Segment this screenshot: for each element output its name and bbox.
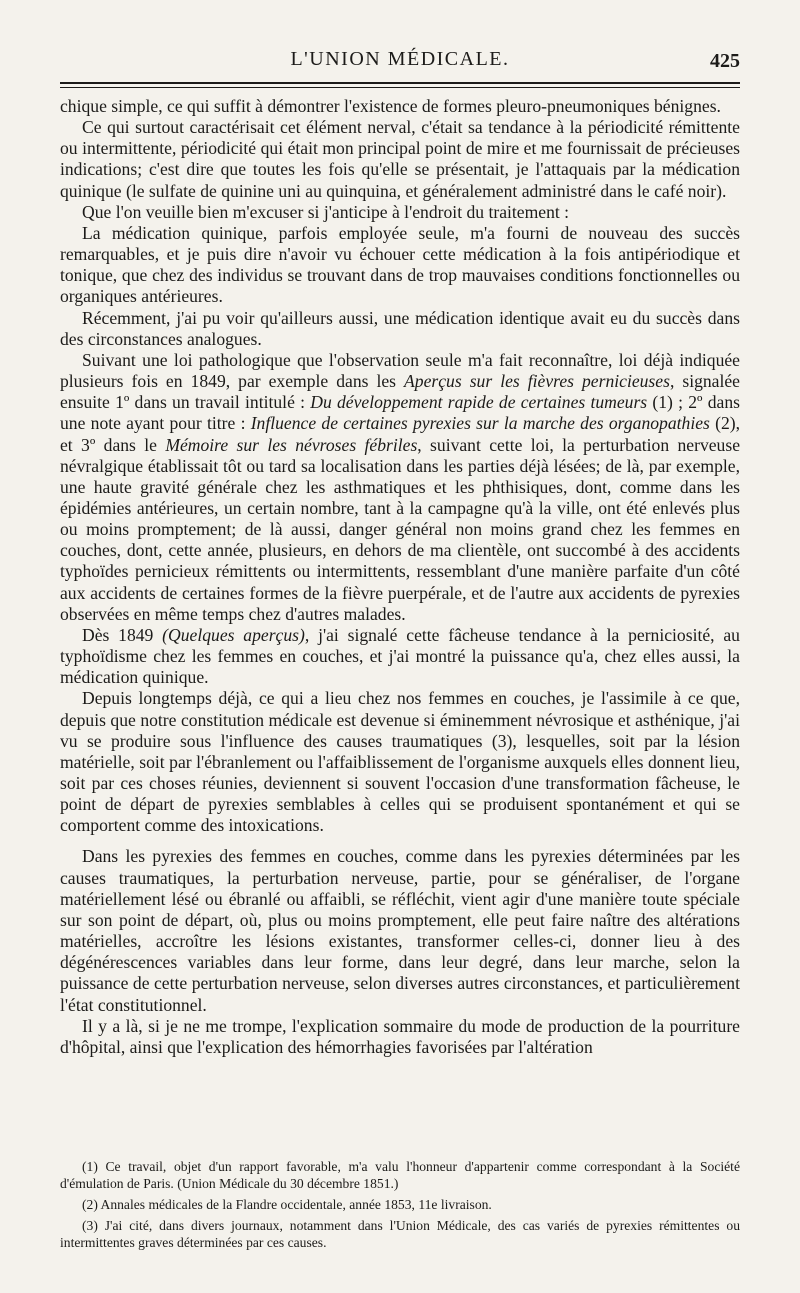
italic-title: Influence de certaines pyrexies sur la marche des organopathies bbox=[250, 413, 710, 434]
body-text bbox=[60, 96, 740, 1058]
paragraph: La médication quinique, parfois employée seule, m'a fourni de nouveau des succès remarquables, et je puis dire n'avoir vu échouer cette médication à la fois antipériodique et tonique, que chez des individus se trouvant dans de trop mauvaises conditions fonctionnelles ou organiques antérieures. bbox=[60, 222, 740, 307]
journal-title: L'UNION MÉDICALE. bbox=[290, 48, 510, 70]
text-run: , j'ai signalé cette fâcheuse tendance à la perniciosité, au typhoïdisme chez les femmes en couches, et j'ai montré la puissance qu'a, chez elles aussi, la médication quinique. bbox=[60, 624, 740, 688]
italic-title: Du développement rapide de certaines tumeurs bbox=[310, 392, 648, 413]
header-rule-thin bbox=[60, 87, 740, 88]
text-run: , signalée ensuite 1º dans un travail intitulé : bbox=[60, 371, 740, 413]
paragraph: Il y a là, si je ne me trompe, l'explication sommaire du mode de production de la pourriture d'hôpital, ainsi que l'explication des hémorrhagies favorisées par l'altération bbox=[60, 1015, 740, 1057]
text-run: Dès 1849 bbox=[82, 624, 163, 645]
running-header bbox=[60, 48, 740, 78]
text-run: (1) ; 2º dans une note ayant pour titre : bbox=[60, 392, 740, 434]
italic-title: (Quelques aperçus) bbox=[162, 624, 305, 645]
italic-title: Annales médicales de la Flandre occidentale bbox=[100, 1197, 343, 1212]
page-number: 425 bbox=[710, 50, 740, 72]
header-rule bbox=[60, 82, 740, 84]
text-run: (2) bbox=[82, 1197, 101, 1212]
text-run: , année 1853, 11e livraison. bbox=[342, 1197, 492, 1212]
text-run: Suivant une loi pathologique que l'observation seule m'a fait reconnaître, loi déjà indiquée plusieurs fois en 1849, par exemple dans les bbox=[60, 349, 740, 392]
italic-title: Mémoire sur les névroses fébriles bbox=[165, 434, 418, 455]
paragraph: chique simple, ce qui suffit à démontrer l'existence de formes pleuro-pneumoniques bénignes. bbox=[60, 96, 721, 116]
paragraph: Récemment, j'ai pu voir qu'ailleurs aussi, une médication identique avait eu du succès dans des circonstances analogues. bbox=[60, 307, 740, 349]
text-run: , suivant cette loi, la perturbation nerveuse névralgique établissait tôt ou tard sa localisation dans les parties déjà lésées; de là, par exemple, une haute gravité générale chez les asthmatiques et les phthisiques, dont, comme dans les épidémies antérieures, un certain nombre, tant à la campagne qu'à la ville, ont été enlevés plus ou moins promptement; de là aussi, danger général non moins grand chez les femmes en couches, dont, cette année, plusieurs, en dehors de ma clientèle, ont succombé à des accidents typhoïdes pernicieux rémittents ou intermittents, ressemblant d'une manière parfaite d'un côté aux accidents de certaines formes de la fièvre puerpérale, et de l'autre aux accidents de pyrexies observées en même temps chez d'autres malades. bbox=[60, 434, 740, 624]
paragraph: Que l'on veuille bien m'excuser si j'anticipe à l'endroit du traitement : bbox=[82, 201, 570, 222]
paragraph bbox=[60, 625, 740, 688]
footnote bbox=[60, 1196, 740, 1213]
footnotes bbox=[60, 1158, 740, 1255]
footnote: (1) Ce travail, objet d'un rapport favorable, m'a valu l'honneur d'appartenir comme correspondant à la Société d'émulation de Paris. (Union Médicale du 30 décembre 1851.) bbox=[60, 1159, 740, 1191]
footnote: (3) J'ai cité, dans divers journaux, notamment dans l'Union Médicale, des cas variés de pyrexies rémittentes ou intermittentes graves déterminées par ces causes. bbox=[60, 1218, 740, 1250]
text-run: (2), et 3º dans le bbox=[60, 413, 741, 455]
paragraph: Ce qui surtout caractérisait cet élément nerval, c'était sa tendance à la périodicité rémittente ou intermittente, périodicité qui était mon principal point de mire et me fournissait de précieuses indications; c'est dire que toutes les fois qu'elle se présentait, je l'attaquais par la médication quinique (le sulfate de quinine uni au quinquina, et généralement administré dans le café noir). bbox=[60, 117, 740, 201]
paragraph bbox=[60, 350, 740, 625]
paragraph: Depuis longtemps déjà, ce qui a lieu chez nos femmes en couches, je l'assimile à ce que, depuis que notre constitution médicale est devenue si éminemment névrosique et asthénique, j'ai vu se produire sous l'influence des causes traumatiques (3), lesquelles, soit par la lésion matérielle, soit par l'ébranlement ou l'affaiblissement de l'organisme auxquels elles donnent lieu, soit par ces choses réunies, deviennent si souvent l'occasion d'une transformation fâcheuse, le point de départ de pyrexies semblables à celles qui se produisent spontanément et qui se comportent comme des intoxications. bbox=[60, 688, 740, 836]
italic-title: Aperçus sur les fièvres pernicieuses bbox=[404, 371, 670, 392]
paragraph: Dans les pyrexies des femmes en couches, comme dans les pyrexies déterminées par les causes traumatiques, la perturbation nerveuse, partie, pour se généraliser, de l'organe matériellement lésé ou ébranlé ou affaibli, se réfléchit, vient agir d'une manière toute spéciale sur son point de départ, où, plus ou moins promptement, elle peut faire naître des altérations matérielles, accroître les lésions existantes, transformer celles-ci, donner lieu à des dégénérescences variables dans leur forme, dans leur degré, dans leur marche, selon la puissance de cette perturbation nerveuse, selon diverses autres circonstances, et particulièrement l'état constitutionnel. bbox=[60, 846, 740, 1015]
